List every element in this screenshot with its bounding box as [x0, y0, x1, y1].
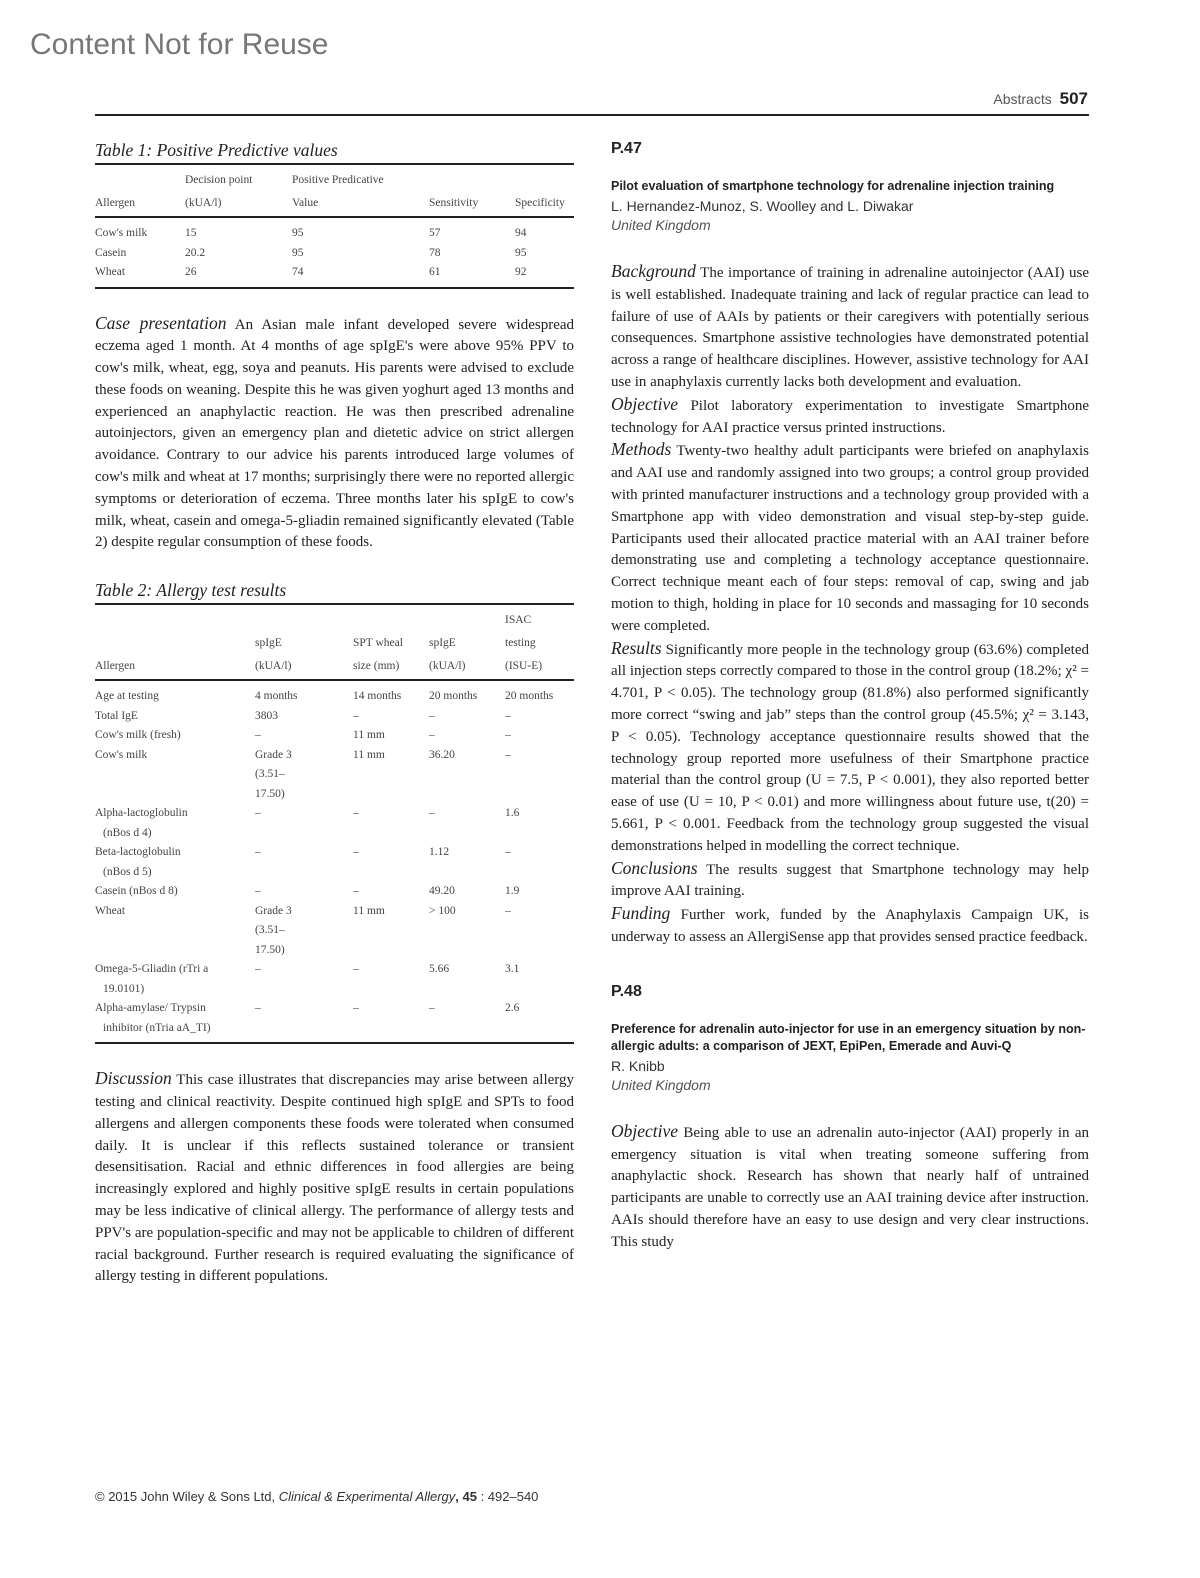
page-number: 507: [1059, 89, 1088, 108]
table2-row: [95, 804, 574, 843]
table2-cell: [353, 999, 429, 1043]
table1-cell: 20.2: [185, 246, 206, 259]
section-text: Significantly more people in the technology group (63.6%) completed all injection steps correctly compared to those in the control group (18.2%; χ² = 4.701, P < 0.05). The technology group (81.8%) also performed significantly more correct “swing and jab” steps than the control group (45.5%; χ² = 3.143, P < 0.05). Technology acceptance questionnaire results showed that the technology group reported more usefulness of their Smartphone practice material than the control group (U = 7.5, P < 0.001), they also reported better ease of use (U = 10, P < 0.01) and more willingness about future use, t(20) = 5.661, P < 0.001. Feedback from the technology group suggested the visual demonstrations helped in modelling the correct technique.: [611, 641, 1089, 854]
table2-header-cell: spIgE: [255, 637, 282, 650]
table2-row: [95, 726, 574, 746]
table1-header-row: [95, 164, 574, 193]
table2-cell-line: –: [353, 963, 359, 976]
table2-row: [95, 882, 574, 902]
abstract-paragraph: [611, 903, 1089, 949]
table2-header-cell: testing: [505, 637, 536, 650]
table2-row: [95, 746, 574, 805]
table2-cell-line: 1.9: [505, 885, 520, 898]
table2-cell: [353, 960, 429, 999]
table1-header-cell: [95, 164, 185, 193]
table2-cell: [255, 960, 353, 999]
left-column: [95, 140, 574, 1288]
table2-header: [95, 604, 574, 680]
table2-header-cell: Allergen: [95, 660, 136, 673]
table2-header-cell: (ISU-E): [505, 660, 543, 673]
table2-cell: [95, 680, 255, 707]
table2-cell-line: Total IgE: [95, 709, 138, 722]
case-lead: Case presentation: [95, 312, 227, 333]
section-lead: Methods: [611, 439, 672, 460]
table2-header-cell: (kUA/l): [429, 660, 466, 673]
table2-cell-line: Age at testing: [95, 690, 159, 703]
table2-cell: [353, 882, 429, 902]
table2-cell-line: 14 months: [353, 690, 402, 703]
section-text: Being able to use an adrenalin auto-injector (AAI) properly in an emergency situation is vital when treating someone suffering from anaphylactic shock. Research has shown that nearly half of untrained participants are unable to correctly use an AAI training device after instruction. AAIs should therefore have an easy to use design and very clear instructions. This study: [611, 1124, 1089, 1250]
table2-cell-line: Wheat: [95, 904, 126, 917]
abstract-authors: R. Knibb: [611, 1057, 665, 1074]
watermark: Content Not for Reuse: [30, 28, 329, 61]
table2-cell-line: Alpha-amylase/ Trypsin: [95, 1002, 206, 1015]
table2-cell: [429, 680, 505, 707]
table2-cell-line: Alpha-lactoglobulin: [95, 807, 188, 820]
table2-row: [95, 902, 574, 961]
table2-cell-line: 11 mm: [353, 904, 385, 917]
table2-cell: [353, 843, 429, 882]
table2-cell: [505, 804, 574, 843]
abstract-title: Preference for adrenalin auto-injector for use in an emergency situation by non-allergic adults: a comparison of JEXT, EpiPen, Emerade and Auvi-Q: [611, 1021, 1086, 1053]
table2-cell-line: 17.50): [255, 787, 285, 800]
table2-cell: [429, 726, 505, 746]
table1-row: [95, 263, 574, 288]
table2-cell: [353, 746, 429, 805]
table2-cell-line: –: [255, 729, 261, 742]
table2-cell-line: –: [505, 904, 511, 917]
table2-cell-line: –: [505, 709, 511, 722]
table1-cell: 57: [429, 227, 441, 239]
table2-cell: [505, 902, 574, 961]
table2-cell-line: –: [429, 709, 435, 722]
table2-row: [95, 960, 574, 999]
table1-row: [95, 217, 574, 244]
table2-header-cell: ISAC: [505, 614, 532, 627]
table1-cell: 26: [185, 266, 197, 278]
table2-cell-line: Casein (nBos d 8): [95, 885, 178, 898]
table2-cell-line: –: [429, 729, 435, 742]
table2-cell: [353, 680, 429, 707]
table1-header-cell: Allergen: [95, 197, 136, 209]
section-lead: Objective: [611, 393, 679, 414]
table2-cell: [505, 680, 574, 707]
section-lead: Results: [611, 637, 662, 658]
abstract-p47: [611, 140, 1089, 949]
table2-header-row: [95, 604, 574, 633]
table2-cell: [95, 902, 255, 961]
abstract-paragraph: [611, 1121, 1089, 1254]
table1-cell: 95: [515, 246, 527, 259]
table2-cell: [505, 960, 574, 999]
section-text: Pilot laboratory experimentation to investigate Smartphone technology for AAI practice versus printed instructions.: [611, 397, 1089, 436]
case-presentation: [95, 313, 574, 555]
table2-cell: [255, 680, 353, 707]
table2-cell: [353, 707, 429, 727]
header-rule: [95, 114, 1089, 116]
table2-cell: [255, 843, 353, 882]
table2-cell: [353, 804, 429, 843]
abstract-country: United Kingdom: [611, 217, 711, 233]
table1-header-cell: Value: [292, 197, 319, 209]
abstract-body: [611, 261, 1089, 949]
table1-cell: 92: [515, 266, 527, 278]
table2-cell: [429, 707, 505, 727]
journal-name: Clinical & Experimental Allergy: [278, 1489, 456, 1504]
abstract-authors: L. Hernandez-Munoz, S. Woolley and L. Diwakar: [611, 198, 914, 214]
table1-cell: Wheat: [95, 266, 126, 278]
copyright: © 2015 John Wiley & Sons Ltd,: [95, 1489, 279, 1504]
table2-cell-line: 20 months: [505, 690, 554, 703]
table2-cell-line: 2.6: [505, 1002, 520, 1015]
table1-cell: Casein: [95, 246, 127, 259]
table2-cell: [95, 804, 255, 843]
abstract-paragraph: [611, 261, 1089, 394]
table1-cell: 95: [292, 246, 304, 259]
table1-cell: 95: [292, 227, 304, 239]
table2-header-cell: [95, 633, 255, 656]
table1-header-cell: [515, 164, 574, 193]
table2-header-cell: [255, 604, 353, 633]
table2-cell: [255, 804, 353, 843]
abstract-p48: [611, 983, 1089, 1254]
volume: , 45: [455, 1489, 477, 1504]
table2-cell: [505, 882, 574, 902]
table1-cell: 78: [429, 246, 441, 259]
table2-cell-line: (nBos d 5): [103, 865, 152, 878]
table2-cell-line: Cow's milk (fresh): [95, 729, 181, 742]
table2-cell: [95, 882, 255, 902]
table2-cell: [255, 999, 353, 1043]
table2-cell: [95, 999, 255, 1043]
table2-cell: [255, 882, 353, 902]
table2-cell-line: –: [353, 885, 359, 898]
table2-header-cell: SPT wheal: [353, 637, 403, 650]
section-lead: Conclusions: [611, 857, 698, 878]
right-column: [611, 140, 1089, 1253]
table2-header-cell: [429, 604, 505, 633]
table2-cell-line: –: [429, 807, 435, 820]
case-text: An Asian male infant developed severe widespread eczema aged 1 month. At 4 months of age spIgE's were above 95% PPV to cow's milk, wheat, egg, soya and peanuts. His parents were advised to exclude these foods on weaning. Despite this he was given yoghurt aged 13 months and experienced an anaphylactic reaction. He was then prescribed adrenaline autoinjectors, given an emergency plan and dietetic advice on strict allergen avoidance. Contrary to our advice his parents introduced large volumes of cow's milk and wheat at 17 months; surprisingly there were no reported allergic symptoms or deterioration of eczema. Three months later his spIgE to cow's milk, wheat, casein and omega-5-gliadin remained significantly elevated (Table 2) despite regular consumption of these foods.: [95, 316, 575, 551]
table2-cell: [429, 999, 505, 1043]
table2-cell-line: –: [255, 1002, 261, 1015]
table2-header-row: [95, 656, 574, 680]
table2-header-row: [95, 633, 574, 656]
table1-cell: 74: [292, 266, 304, 278]
abstract-country: United Kingdom: [611, 1076, 711, 1093]
table2-cell-line: –: [353, 807, 359, 820]
discussion-text: This case illustrates that discrepancies may arise between allergy testing and clinical reactivity. Despite continued high spIgE and SPTs to food allergens and allergen components these foods were tolerated when consumed daily. It is unclear if this reflects sustained tolerance or transient desensitisation. Racial and ethnic differences in food allergies are being increasingly explored and highly positive spIgE results in certain populations may be less indicative of clinical allergy. The performance of allergy tests and PPV's are population-specific and may not be applicable to children of different racial background. Further research is required evaluating the significance of allergy testing in different populations.: [95, 1072, 574, 1285]
table1-cell: Cow's milk: [95, 227, 148, 239]
table2-cell-line: –: [429, 1002, 435, 1015]
section-text: The results suggest that Smartphone technology may help improve AAI training.: [611, 861, 1089, 900]
table1-header: [95, 164, 574, 217]
table2-row: [95, 999, 574, 1043]
table2-row: [95, 707, 574, 727]
section-text: Further work, funded by the Anaphylaxis Campaign UK, is underway to assess an AllergiSense app that provides sensed practice feedback.: [611, 907, 1089, 945]
table2-row: [95, 843, 574, 882]
page-range: : 492–540: [476, 1489, 539, 1504]
table2-cell: [505, 999, 574, 1043]
table2-body: [95, 680, 574, 1043]
table1-caption: Table 1: Positive Predictive values: [95, 140, 338, 160]
section-lead: Background: [611, 261, 696, 281]
section-lead: Funding: [611, 903, 671, 924]
table1-header-cell: [429, 164, 515, 193]
table2-cell-line: –: [505, 846, 511, 859]
table2-cell: [255, 902, 353, 961]
table2-cell-line: Cow's milk: [95, 748, 148, 761]
table2-header-cell: [353, 604, 429, 633]
table2-cell-line: 3803: [255, 709, 278, 722]
section-label: Abstracts: [993, 91, 1052, 107]
table2-header-cell: [95, 604, 255, 633]
table2-cell-line: –: [255, 807, 261, 820]
table1-header-cell: Sensitivity: [429, 197, 479, 209]
table2-cell: [255, 726, 353, 746]
section-text: The importance of training in adrenaline autoinjector (AAI) use is well established. Inadequate training and lack of regular practice can lead to failure of use of AAIs by patients or their caregivers with potentially serious consequences. Smartphone assistive technologies have demonstrated potential across a range of healthcare disciplines. However, assistive technology for AAI use in anaphylaxis currently lacks both development and evaluation.: [611, 265, 1089, 390]
table2-cell: [95, 707, 255, 727]
table1: [95, 163, 574, 289]
table2-cell-line: 11 mm: [353, 748, 385, 761]
table2-cell-line: –: [505, 729, 511, 742]
table2-cell: [95, 960, 255, 999]
table2-cell-line: 20 months: [429, 690, 478, 703]
table2-cell: [505, 726, 574, 746]
table2-cell-line: (3.51–: [255, 924, 285, 937]
abstract-id: P.48: [611, 982, 642, 1000]
table1-header-cell: Decision point: [185, 174, 253, 186]
table2-cell-line: –: [353, 1002, 359, 1015]
section-text: Twenty-two healthy adult participants were briefed on anaphylaxis and AAI use and randomly assigned into two groups; a control group provided with printed manufacturer instructions and a technology group provided with a Smartphone app with video demonstration and visual step-by-step guide. Participants used their allocated practice material with an AAI trainer before demonstrating use and completing a technology acceptance questionnaire. Correct technique meant each of four steps: removal of cap, swing and jab motion to thigh, holding in place for 10 seconds and massaging for 10 seconds were completed.: [611, 443, 1089, 634]
table2-caption: Table 2: Allergy test results: [95, 580, 287, 601]
table2: [95, 603, 574, 1044]
table2-cell: [255, 746, 353, 805]
table2-cell-line: 1.12: [429, 846, 450, 859]
table2-cell-line: (nBos d 4): [103, 826, 152, 839]
table1-cell: 15: [185, 227, 197, 239]
table2-cell-line: 19.0101): [103, 982, 145, 995]
abstract-title: Pilot evaluation of smartphone technology for adrenaline injection training: [611, 179, 1055, 193]
table1-cell: 61: [429, 266, 441, 278]
table2-cell-line: 1.6: [505, 807, 520, 820]
table1-header-cell: Positive Predicative: [292, 174, 384, 186]
table2-cell: [429, 902, 505, 961]
table2-cell: [429, 746, 505, 805]
table2-cell: [95, 843, 255, 882]
table2-cell-line: 5.66: [429, 963, 450, 976]
table2-cell-line: 17.50): [255, 943, 285, 956]
table2-cell-line: –: [255, 846, 261, 859]
table1-header-cell: (kUA/l): [185, 197, 222, 209]
abstract-id: P.47: [611, 140, 642, 157]
table2-cell-line: Grade 3: [255, 748, 292, 761]
table2-row: [95, 680, 574, 707]
abstract-paragraph: [611, 394, 1089, 440]
table2-cell: [429, 960, 505, 999]
table1-body: [95, 217, 574, 288]
abstract-paragraph: [611, 638, 1089, 858]
table1-cell: 94: [515, 227, 527, 239]
table2-cell-line: Omega-5-Gliadin (rTri a: [95, 963, 209, 976]
table1-header-row: [95, 193, 574, 217]
table2-cell-line: (3.51–: [255, 768, 285, 781]
table2-cell: [95, 726, 255, 746]
table2-cell-line: 11 mm: [353, 729, 385, 742]
table2-cell: [429, 804, 505, 843]
discussion: [95, 1068, 574, 1288]
table2-cell-line: 4 months: [255, 690, 298, 703]
table2-cell-line: –: [255, 963, 261, 976]
table2-cell: [505, 843, 574, 882]
table2-cell-line: –: [353, 846, 359, 859]
section-lead: Objective: [611, 1120, 679, 1141]
footer: [95, 1489, 538, 1504]
table2-cell-line: –: [505, 748, 511, 761]
table2-cell: [429, 882, 505, 902]
abstract-body: [611, 1121, 1089, 1254]
table2-cell-line: 36.20: [429, 748, 455, 761]
table2-cell: [95, 746, 255, 805]
table2-cell-line: inhibitor (nTria aA_TI): [103, 1021, 211, 1034]
table2-cell: [505, 707, 574, 727]
table2-cell: [429, 843, 505, 882]
table2-cell-line: –: [353, 709, 359, 722]
table2-cell-line: Grade 3: [255, 904, 292, 917]
table2-header-cell: spIgE: [429, 637, 456, 650]
table2-cell: [505, 746, 574, 805]
running-head: [993, 89, 1088, 109]
table2-header-cell: (kUA/l): [255, 660, 292, 673]
table2-cell-line: Beta-lactoglobulin: [95, 846, 181, 859]
table2-cell-line: –: [255, 885, 261, 898]
abstract-paragraph: [611, 439, 1089, 637]
abstract-paragraph: [611, 858, 1089, 904]
table2-cell-line: 49.20: [429, 885, 455, 898]
table1-header-cell: Specificity: [515, 197, 565, 209]
table2-cell: [353, 726, 429, 746]
table2-header-cell: size (mm): [353, 660, 400, 673]
table2-cell: [353, 902, 429, 961]
table2-cell-line: > 100: [429, 904, 456, 917]
table2-cell: [255, 707, 353, 727]
table2-cell-line: 3.1: [505, 963, 520, 976]
discussion-lead: Discussion: [95, 1068, 172, 1089]
table1-row: [95, 244, 574, 264]
